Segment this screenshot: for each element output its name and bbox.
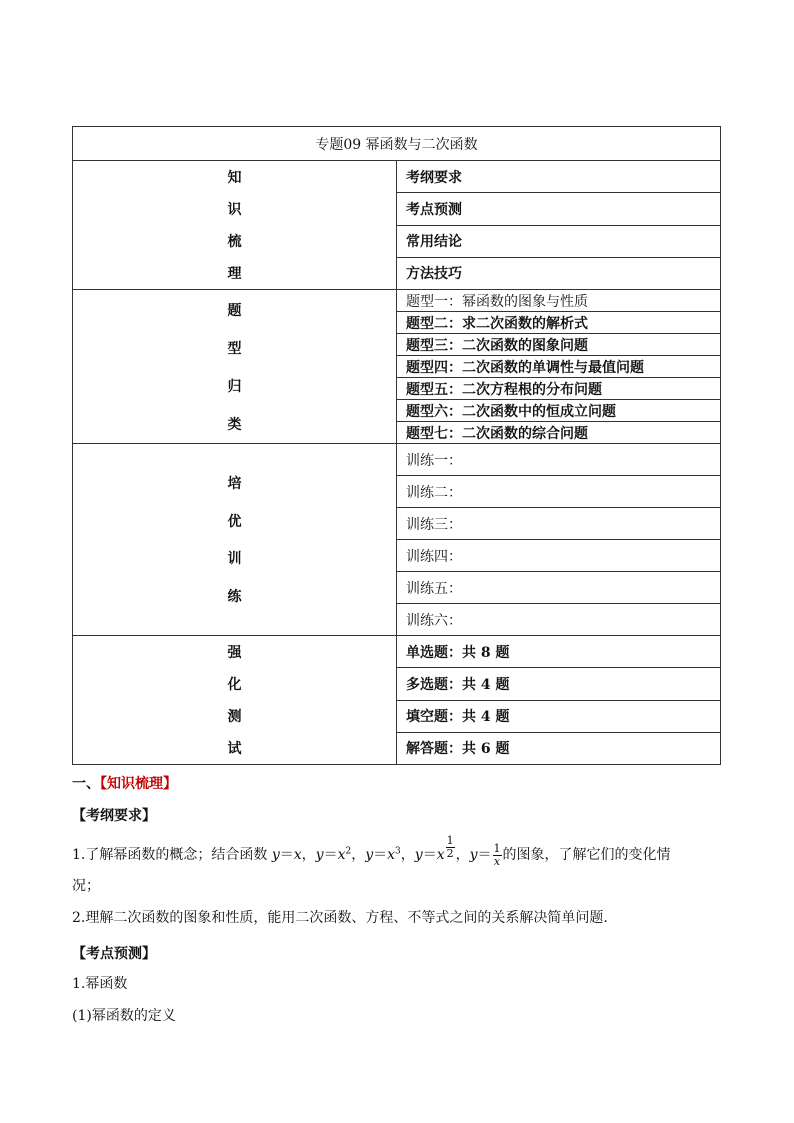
side-char: 类 — [227, 416, 242, 433]
syllabus-line-2: 2.理解二次函数的图象和性质，能用二次函数、方程、不等式之间的关系解决简单问题. — [72, 910, 608, 926]
side-char: 培 — [227, 476, 242, 493]
line1-text-a: 1.了解幂函数的概念；结合函数 — [72, 847, 272, 864]
side-char: 化 — [227, 677, 242, 693]
side-char: 练 — [227, 588, 242, 605]
subheading-forecast: 【考点预测】 — [72, 946, 156, 962]
side-char: 测 — [227, 709, 242, 725]
toc-item: 常用结论 — [397, 225, 721, 257]
toc-title: 专题09 幂函数与二次函数 — [73, 127, 721, 161]
heading-red: 【知识梳理】 — [100, 776, 177, 792]
toc-table — [72, 126, 721, 765]
forecast-line-2: (1)幂函数的定义 — [72, 1008, 176, 1024]
toc-item: 多选题：共 4 题 — [397, 668, 721, 700]
side-char: 识 — [227, 202, 242, 218]
toc-item: 题型七：二次函数的综合问题 — [397, 422, 721, 444]
toc-item: 题型一：幂函数的图象与性质 — [397, 290, 721, 312]
side-char: 优 — [227, 513, 242, 530]
side-char: 归 — [227, 378, 242, 395]
syllabus-line-1-cont: 况； — [72, 878, 100, 894]
toc-item: 题型四：二次函数的单调性与最值问题 — [397, 356, 721, 378]
side-char: 知 — [227, 170, 242, 186]
toc-item: 训练五： — [397, 572, 721, 604]
heading-prefix: 一、 — [72, 776, 100, 792]
toc-item: 单选题：共 8 题 — [397, 636, 721, 668]
toc-item: 填空题：共 4 题 — [397, 700, 721, 732]
side-char: 强 — [227, 645, 242, 661]
section-side-training — [73, 444, 397, 636]
side-char: 试 — [227, 741, 242, 757]
side-char: 题 — [227, 302, 242, 319]
toc-item: 考纲要求 — [397, 161, 721, 193]
toc-item: 题型五：二次方程根的分布问题 — [397, 378, 721, 400]
side-char: 型 — [227, 340, 242, 357]
subheading-syllabus: 【考纲要求】 — [72, 808, 156, 824]
forecast-line-1: 1.幂函数 — [72, 976, 128, 992]
toc-item: 训练二： — [397, 476, 721, 508]
side-char: 训 — [227, 551, 242, 568]
section-heading — [72, 777, 177, 791]
toc-item: 训练一： — [397, 444, 721, 476]
toc-item: 方法技巧 — [397, 257, 721, 289]
toc-item: 训练六： — [397, 604, 721, 636]
toc-item: 解答题：共 6 题 — [397, 732, 721, 764]
toc-item: 题型六：二次函数中的恒成立问题 — [397, 400, 721, 422]
toc-item: 考点预测 — [397, 193, 721, 225]
side-char: 梳 — [227, 234, 242, 250]
syllabus-line-1: 1.了解幂函数的概念；结合函数 y＝x，$y=x^2$，$y=x^3$，y＝x $\frac{1}{2}$ ，y＝ $\frac{1}{x}$ 的图象，了解它们的变化情 — [72, 834, 671, 868]
toc-item: 题型二：求二次函数的解析式 — [397, 312, 721, 334]
side-char: 理 — [227, 266, 242, 282]
toc-item: 题型三：二次函数的图象问题 — [397, 334, 721, 356]
section-side-knowledge — [73, 161, 397, 290]
toc-item: 训练四： — [397, 540, 721, 572]
section-side-test — [73, 636, 397, 765]
section-side-types — [73, 290, 397, 444]
line1-text-b: 的图象，了解它们的变化情 — [502, 847, 671, 864]
toc-item: 训练三： — [397, 508, 721, 540]
